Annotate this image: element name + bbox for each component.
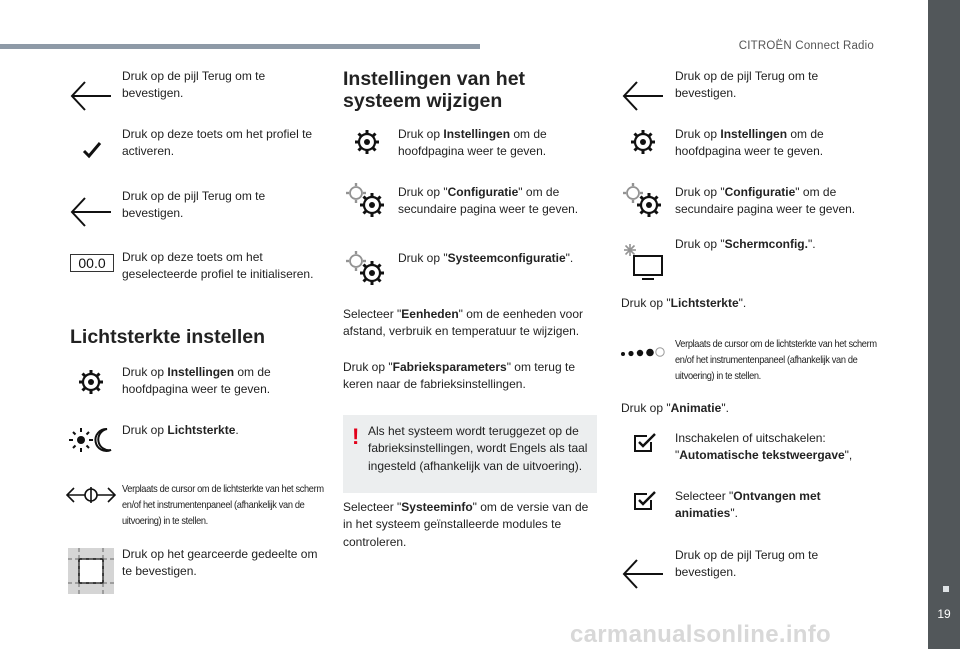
settings-gear-icon [77,368,105,396]
checkmark-icon [80,138,104,162]
settings-gear-icon [629,128,657,156]
right-step-5: Druk op "Lichtsterkte". [621,296,747,310]
header-rule [0,44,480,49]
cursor-slider-icon [66,484,116,506]
right-step-10: Druk op de pijl Terug om te bevestigen. [675,548,819,580]
system-configuration-gears-icon [343,248,387,288]
left-step-7: Verplaats de cursor om de lichtsterkte van het scherm en/of het instrumentenpaneel (afhankelijk van de uitvoering) in te stellen. [122,483,324,527]
right-step-9: Selecteer "Ontvangen met animaties". [675,489,821,521]
middle-para-factory: Druk op "Fabrieksparameters" om terug te keren naar de fabrieksinstellingen. [343,360,575,392]
middle-step-3: Druk op "Systeemconfiguratie". [398,251,574,265]
middle-para-units: Selecteer "Eenheden" om de eenheden voor afstand, verbruik en temperatuur te wijzigen. [343,307,584,339]
left-step-2: Druk op deze toets om het profiel te activeren. [122,127,313,159]
right-step-7: Druk op "Animatie". [621,401,729,415]
section-title-system-settings: Instellingen van het systeem wijzigen [343,68,526,113]
right-step-8: Inschakelen of uitschakelen: "Automatische tekstweergave", [675,431,853,463]
left-step-1: Druk op de pijl Terug om te bevestigen. [122,69,266,101]
settings-gear-icon [353,128,381,156]
right-step-2: Druk op Instellingen om de hoofdpagina weer te geven. [675,127,824,159]
hatched-area-icon [68,548,114,594]
reset-value-button-icon: 00.0 [70,254,114,272]
page-sidebar [928,0,960,649]
right-step-4: Druk op "Schermconfig.". [675,237,816,251]
warning-exclamation-icon: ! [352,424,360,449]
back-arrow-icon [68,78,114,114]
right-step-1: Druk op de pijl Terug om te bevestigen. [675,69,819,101]
header-title: CITROËN Connect Radio [738,40,874,52]
left-step-8: Druk op het gearceerde gedeelte om te bevestigen. [122,547,318,579]
configuration-gears-icon [620,180,664,220]
checkbox-checked-icon [632,432,658,454]
page-number: 19 [937,607,951,621]
right-step-3: Druk op "Configuratie" om de secundaire pagina weer te geven. [675,185,856,217]
warning-notice [343,415,597,493]
configuration-gears-icon [343,180,387,220]
left-step-6: Druk op Lichtsterkte. [122,423,239,437]
watermark: carmanualsonline.info [570,621,832,648]
left-step-4: Druk op deze toets om het geselecteerde profiel te initialiseren. [122,250,314,282]
left-step-5: Druk op Instellingen om de hoofdpagina weer te geven. [122,365,271,397]
left-step-3: Druk op de pijl Terug om te bevestigen. [122,189,266,221]
middle-para-system-info: Selecteer "Systeeminfo" om de versie van de in het systeem geïnstalleerde modules te controleren. [343,500,589,549]
right-step-6: Verplaats de cursor om de lichtsterkte van het scherm en/of het instrumentenpaneel (afhankelijk van de uitvoering) in te stellen. [675,338,877,382]
back-arrow-icon [68,194,114,230]
continue-marker [943,586,949,592]
middle-step-1: Druk op Instellingen om de hoofdpagina weer te geven. [398,127,547,159]
brightness-sun-moon-icon [68,424,116,456]
checkbox-checked-icon [632,490,658,512]
back-arrow-icon [620,556,666,592]
brightness-level-dots-icon [618,344,666,360]
section-title-brightness: Lichtsterkte instellen [70,326,266,348]
middle-step-2: Druk op "Configuratie" om de secundaire pagina weer te geven. [398,185,579,217]
back-arrow-icon [620,78,666,114]
screen-configuration-icon [620,242,666,282]
warning-notice-text: Als het systeem wordt teruggezet op de fabrieksinstellingen, wordt Engels als taal ingesteld (afhankelijk van de uitvoering). [368,424,588,473]
